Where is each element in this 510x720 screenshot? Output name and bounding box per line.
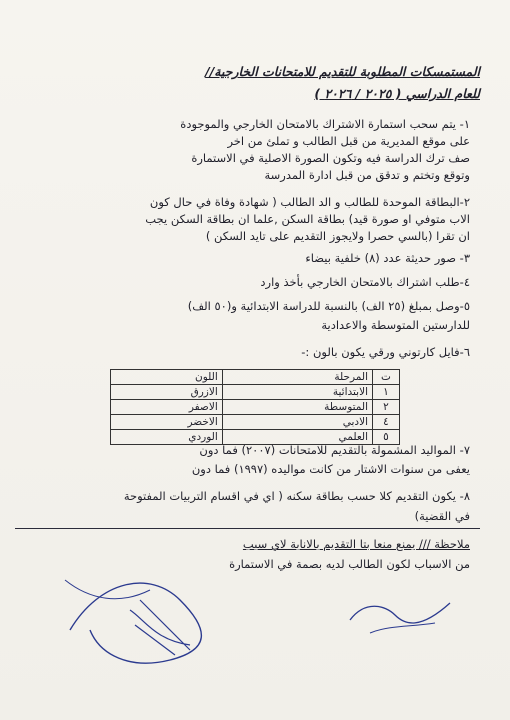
item-1-line-1: ١- يتم سحب استمارة الاشتراك بالامتحان الخارجي والموجودة xyxy=(180,117,470,131)
table-cell: ٥ xyxy=(373,430,400,445)
document-title: المستمسكات المطلوبة للتقديم للامتحانات الخارجية// xyxy=(205,64,480,79)
left-signature-stamp xyxy=(60,560,230,680)
item-8-line-1: ٨- يكون التقديم كلا حسب بطاقة سكنه ( اي في اقسام التربيات المفتوحة xyxy=(123,489,470,503)
table-row xyxy=(111,415,400,430)
item-7-line-2: يعفى من سنوات الاشتار من كانت مواليده (١٩٩٧) فما دون xyxy=(191,462,470,476)
table-cell: الاخضر xyxy=(111,415,223,430)
item-2-line-3: ان تقرا (بالسي حصرا ولايجوز التقديم على تايد السكن ) xyxy=(205,229,470,243)
table-cell: ٤ xyxy=(373,415,400,430)
note-line-2: من الاسباب لكون الطالب لديه بصمة في الاستمارة xyxy=(229,557,470,571)
table-cell: ١ xyxy=(373,385,400,400)
item-3: ٣- صور حديثة عدد (٨) خلفية بيضاء xyxy=(305,251,470,265)
item-8-line-2: في القضية) xyxy=(414,509,470,523)
table-header: اللون xyxy=(111,370,223,385)
table-header: المرحلة xyxy=(222,370,372,385)
item-1-line-3: صف ترك الدراسة فيه وتكون الصورة الاصلية في الاستمارة xyxy=(191,151,470,165)
note-line-1: ملاحظة /// يمنع منعا بتا التقديم بالانابة لاي سبب xyxy=(242,537,470,551)
item-5-line-1: ٥-وصل بمبلغ (٢٥ الف) بالنسبة للدراسة الابتدائية و(٥٠ الف) xyxy=(187,299,470,313)
item-1-line-2: على موقع المديرية من قبل الطالب و تملئ من اخر xyxy=(227,134,470,148)
table-header-row xyxy=(111,370,400,385)
item-5-line-2: للدارستين المتوسطة والاعدادية xyxy=(321,318,470,332)
table-cell: المتوسطة xyxy=(222,400,372,415)
table-cell: الادبي xyxy=(222,415,372,430)
item-4: ٤-طلب اشتراك بالامتحان الخارجي بأخذ وارد xyxy=(260,275,470,289)
table-cell: الوردي xyxy=(111,430,223,445)
table-row xyxy=(111,385,400,400)
table-cell: العلمي xyxy=(222,430,372,445)
table-cell: الابتدائية xyxy=(222,385,372,400)
item-2-line-1: ٢-البطاقة الموحدة للطالب و الد الطالب ( شهادة وفاة في حال كون xyxy=(149,195,470,209)
divider-line xyxy=(15,528,480,529)
right-signature xyxy=(340,585,460,645)
table-header: ت xyxy=(373,370,400,385)
item-1-line-4: وتوقع وتختم و تدقق من قبل ادارة المدرسة xyxy=(264,168,470,182)
table-cell: الازرق xyxy=(111,385,223,400)
item-6: ٦-فايل كارتوني ورقي يكون بالون :- xyxy=(301,345,470,359)
item-2-line-2: الاب متوفي او صورة قيد) بطاقة السكن ,علما ان بطاقة السكن يجب xyxy=(145,212,470,226)
table-cell: ٢ xyxy=(373,400,400,415)
table-row xyxy=(111,400,400,415)
document-subtitle: للعام الدراسي ( ٢٠٢٥ / ٢٠٢٦ ) xyxy=(314,86,480,101)
table-cell: الاصفر xyxy=(111,400,223,415)
color-table xyxy=(110,369,400,445)
item-7-line-1: ٧- المواليد المشمولة بالتقديم للامتحانات (٢٠٠٧) فما دون xyxy=(199,443,470,457)
